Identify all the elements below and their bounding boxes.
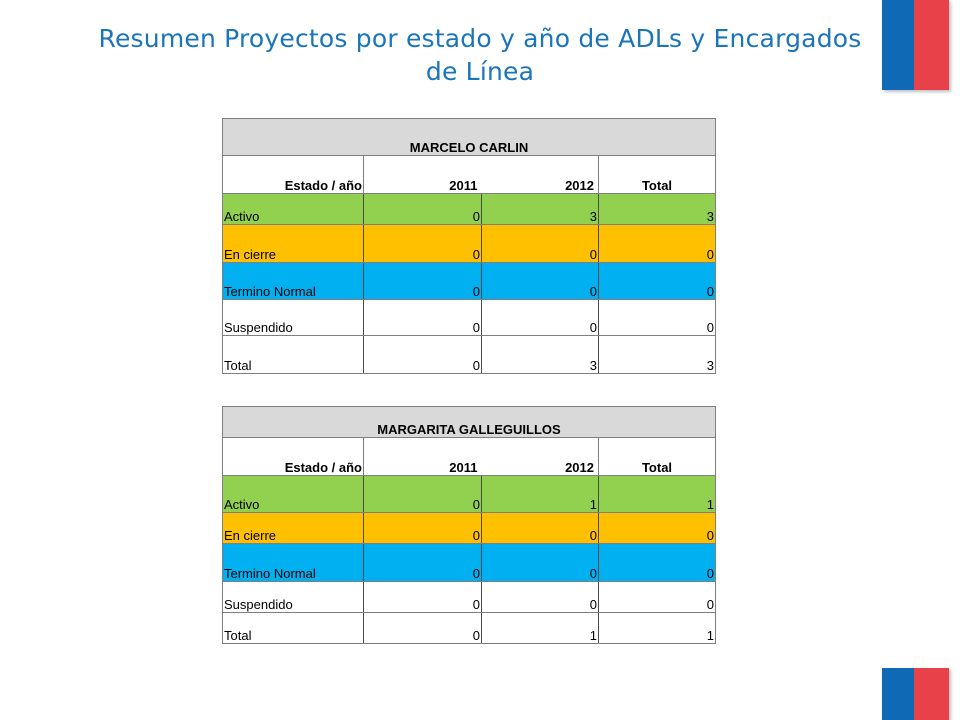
cell-2012: 0 — [482, 300, 599, 336]
column-header-total: Total — [599, 156, 716, 194]
table-row — [223, 613, 716, 644]
cell-2011: 0 — [364, 544, 482, 582]
cell-total: 1 — [599, 476, 716, 513]
cell-total: 3 — [599, 336, 716, 374]
column-header-2011: 2011 — [364, 438, 482, 476]
row-label: En cierre — [223, 225, 364, 263]
column-header-estado: Estado / año — [223, 156, 364, 194]
row-label: Suspendido — [223, 582, 364, 613]
cell-2012: 0 — [482, 582, 599, 613]
row-label: Termino Normal — [223, 263, 364, 300]
column-header-total: Total — [599, 438, 716, 476]
column-header-2012: 2012 — [482, 438, 599, 476]
row-label: Suspendido — [223, 300, 364, 336]
chile-flag-stripe-top — [882, 0, 949, 90]
cell-2012: 3 — [482, 194, 599, 225]
flag-blue-band — [882, 668, 914, 720]
cell-2012: 0 — [482, 225, 599, 263]
table-row — [223, 476, 716, 513]
flag-red-band — [914, 668, 949, 720]
table-owner-name: MARCELO CARLIN — [223, 119, 716, 156]
cell-2012: 0 — [482, 263, 599, 300]
cell-total: 0 — [599, 225, 716, 263]
cell-2011: 0 — [364, 300, 482, 336]
cell-total: 0 — [599, 513, 716, 544]
table-row — [223, 194, 716, 225]
chile-flag-stripe-bottom — [882, 668, 949, 720]
cell-total: 1 — [599, 613, 716, 644]
cell-2012: 3 — [482, 336, 599, 374]
cell-total: 0 — [599, 263, 716, 300]
cell-total: 3 — [599, 194, 716, 225]
cell-2012: 0 — [482, 513, 599, 544]
table-row — [223, 225, 716, 263]
cell-2011: 0 — [364, 263, 482, 300]
cell-2011: 0 — [364, 336, 482, 374]
summary-table-margarita-galleguillos — [222, 406, 716, 644]
table-row — [223, 582, 716, 613]
cell-2011: 0 — [364, 194, 482, 225]
table-row — [223, 513, 716, 544]
table-row — [223, 300, 716, 336]
flag-blue-band — [882, 0, 914, 90]
cell-2011: 0 — [364, 613, 482, 644]
row-label: Total — [223, 613, 364, 644]
cell-total: 0 — [599, 544, 716, 582]
flag-red-band — [914, 0, 949, 90]
cell-2011: 0 — [364, 582, 482, 613]
cell-total: 0 — [599, 582, 716, 613]
cell-2011: 0 — [364, 476, 482, 513]
table-row — [223, 336, 716, 374]
row-label: Activo — [223, 194, 364, 225]
cell-2012: 1 — [482, 613, 599, 644]
cell-2011: 0 — [364, 225, 482, 263]
table-owner-name: MARGARITA GALLEGUILLOS — [223, 407, 716, 438]
row-label: Total — [223, 336, 364, 374]
column-header-2012: 2012 — [482, 156, 599, 194]
cell-2012: 0 — [482, 544, 599, 582]
row-label: Activo — [223, 476, 364, 513]
summary-table-marcelo-carlin — [222, 118, 716, 374]
table-row — [223, 263, 716, 300]
column-header-estado: Estado / año — [223, 438, 364, 476]
column-header-2011: 2011 — [364, 156, 482, 194]
row-label: En cierre — [223, 513, 364, 544]
cell-2012: 1 — [482, 476, 599, 513]
cell-2011: 0 — [364, 513, 482, 544]
row-label: Termino Normal — [223, 544, 364, 582]
table-row — [223, 544, 716, 582]
page-title: Resumen Proyectos por estado y año de ADLs y Encargados de Línea — [98, 24, 862, 86]
cell-total: 0 — [599, 300, 716, 336]
